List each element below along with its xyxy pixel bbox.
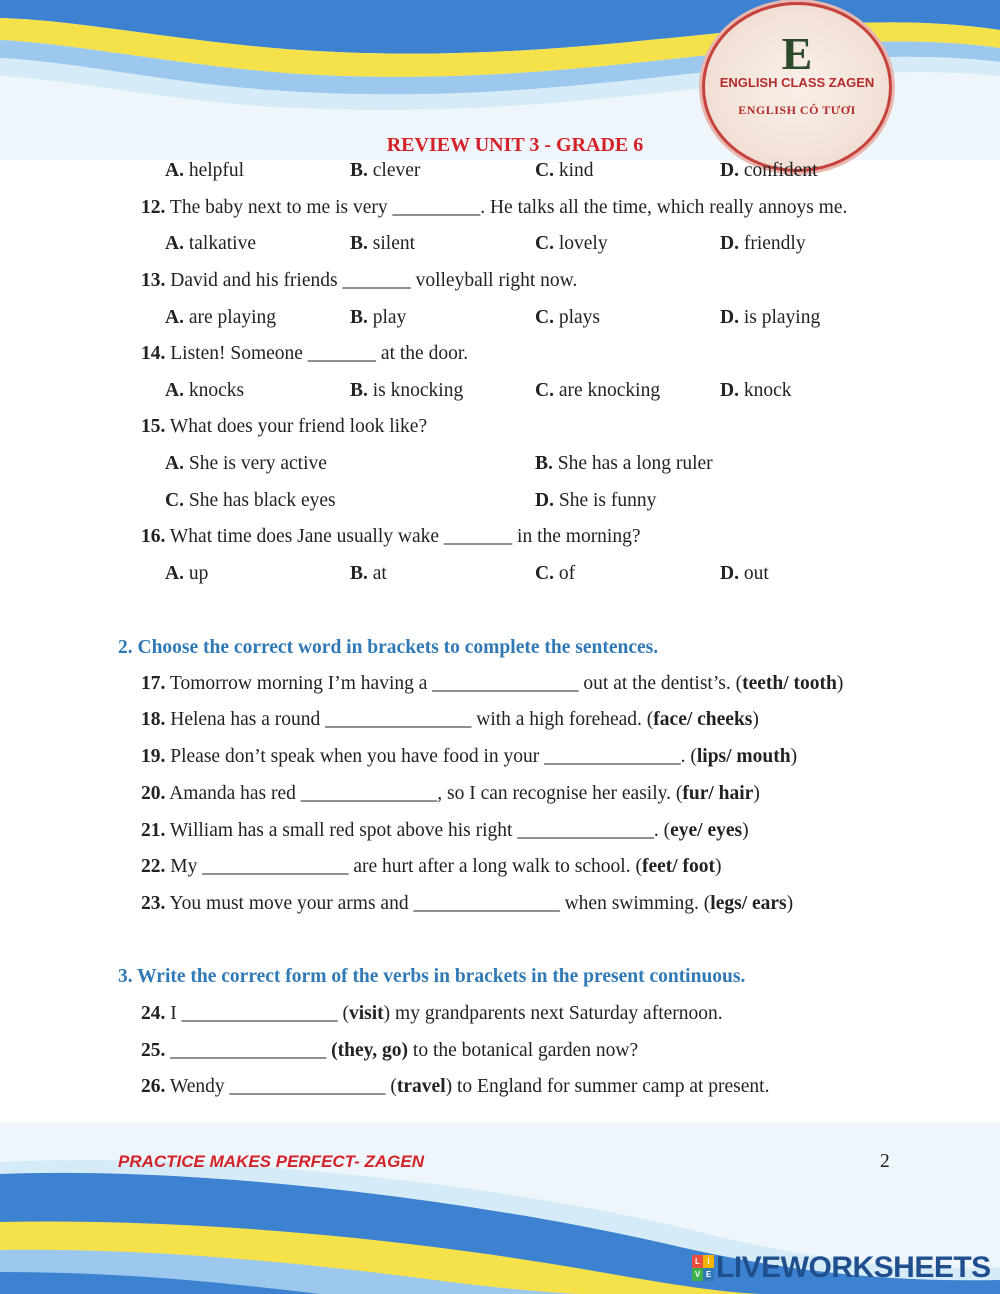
q14-option-a[interactable]: A. knocks [165,380,245,401]
page-title: REVIEW UNIT 3 - GRADE 6 [386,134,644,156]
question-24: 24. I ________________ (visit) my grandparents next Saturday afternoon. [141,1003,723,1024]
section-2-heading: 2. Choose the correct word in brackets to complete the sentences. [118,637,659,658]
q14-option-c[interactable]: C. are knocking [535,380,661,401]
q15-option-a[interactable]: A. She is very active [165,453,327,474]
liveworksheets-brand[interactable] [692,1252,991,1284]
question-26: 26. Wendy ________________ (travel) to England for summer camp at present. [141,1076,770,1097]
q16-option-d[interactable]: D. out [720,563,769,584]
q14-option-d[interactable]: D. knock [720,380,792,401]
q16-option-a[interactable]: A. up [165,563,209,584]
question-21: 21. William has a small red spot above his right ______________. (eye/ eyes) [141,820,749,841]
liveworksheets-wordmark: LIVEWORKSHEETS [716,1251,991,1284]
question-13: 13. David and his friends _______ volleyball right now. [141,270,578,291]
q11-option-b: B. clever [350,160,421,181]
question-20: 20. Amanda has red ______________, so I can recognise her easily. (fur/ hair) [141,783,760,804]
q15-option-d[interactable]: D. She is funny [535,490,657,511]
q11-option-c: C. kind [535,160,594,181]
question-23: 23. You must move your arms and _______________ when swimming. (legs/ ears) [141,893,794,914]
question-15: 15. What does your friend look like? [141,416,428,437]
q11-option-a: A. helpful [165,160,245,181]
q12-option-d[interactable]: D. friendly [720,233,806,254]
logo-teacher-name: ENGLISH CÔ TƯƠI [738,103,856,117]
logo-letter: E [781,28,813,79]
q13-option-d[interactable]: D. is playing [720,307,821,328]
q13-option-a[interactable]: A. are playing [165,307,277,328]
question-19: 19. Please don’t speak when you have food in your ______________. (lips/ mouth) [141,746,798,767]
question-12: 12. The baby next to me is very _________. He talks all the time, which really annoys me. [141,197,848,218]
q15-option-b[interactable]: B. She has a long ruler [535,453,713,474]
q16-option-b[interactable]: B. at [350,563,387,584]
logo-class-name: ENGLISH CLASS ZAGEN [719,75,875,90]
q12-option-c[interactable]: C. lovely [535,233,608,254]
q14-option-b[interactable]: B. is knocking [350,380,464,401]
q15-option-c[interactable]: C. She has black eyes [165,490,336,511]
q16-option-c[interactable]: C. of [535,563,576,584]
question-14: 14. Listen! Someone _______ at the door. [141,343,469,364]
question-16: 16. What time does Jane usually wake _______ in the morning? [141,526,641,547]
q13-option-c[interactable]: C. plays [535,307,601,328]
question-18: 18. Helena has a round _______________ with a high forehead. (face/ cheeks) [141,709,759,730]
section-3-heading: 3. Write the correct form of the verbs in brackets in the present continuous. [118,966,746,987]
footer-motto: PRACTICE MAKES PERFECT- ZAGEN [118,1152,425,1171]
question-17: 17. Tomorrow morning I’m having a _______________ out at the dentist’s. (teeth/ tooth) [141,673,844,694]
question-22: 22. My _______________ are hurt after a long walk to school. (feet/ foot) [141,856,722,877]
q13-option-b[interactable]: B. play [350,307,407,328]
q11-option-d: D. confident [720,160,818,181]
q12-option-a[interactable]: A. talkative [165,233,256,254]
liveworksheets-icon: L I V E [692,1255,714,1281]
question-25: 25. ________________ (they, go) to the botanical garden now? [141,1040,639,1061]
page-number: 2 [880,1151,890,1172]
q12-option-b[interactable]: B. silent [350,233,416,254]
